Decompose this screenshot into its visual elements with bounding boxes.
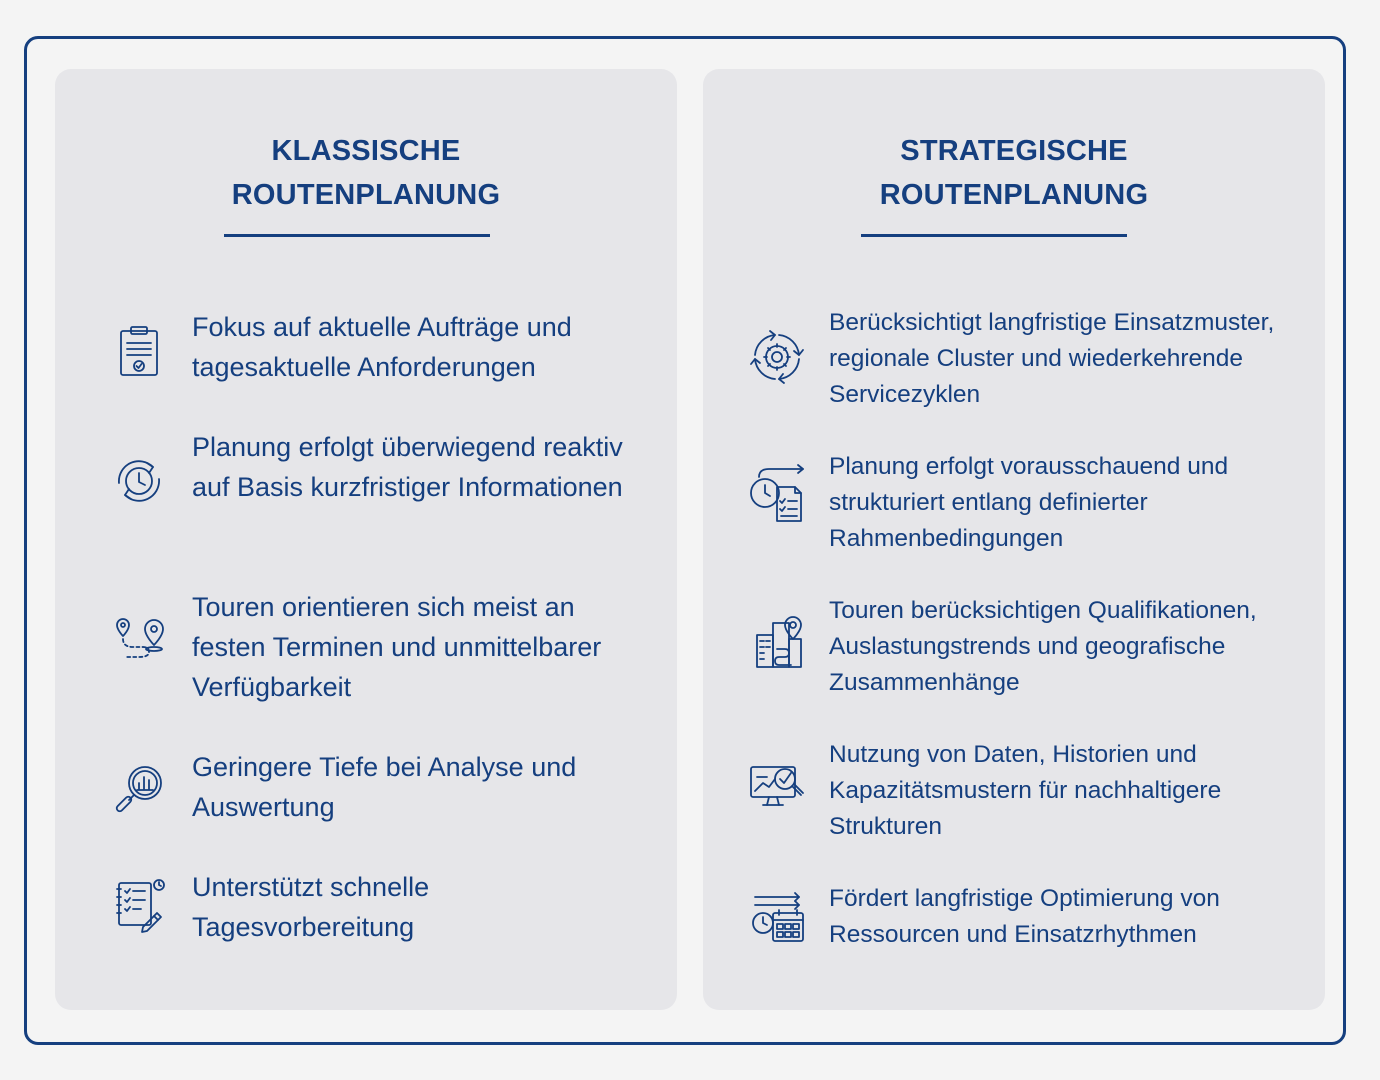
monitor-analytics-icon bbox=[745, 757, 809, 821]
title-underline bbox=[224, 234, 490, 237]
item-text: Planung erfolgt überwiegend reaktiv auf Basis kurzfristiger Informationen bbox=[192, 432, 623, 502]
item-text: Fokus auf aktuelle Aufträge und tagesaktuelle Anforderungen bbox=[192, 312, 572, 382]
title-line-2: ROUTENPLANUNG bbox=[231, 179, 501, 211]
title-line-1: KLASSISCHE bbox=[271, 135, 461, 167]
clipboard-icon bbox=[107, 317, 171, 381]
item-text: Touren berücksichtigen Qualifikationen, Auslastungstrends und geografische Zusammenhänge bbox=[829, 597, 1257, 696]
title-line-2: ROUTENPLANUNG bbox=[879, 179, 1149, 211]
item-text: Berücksichtigt langfristige Einsatzmuster, regionale Cluster und wiederkehrende Servicezyklen bbox=[829, 309, 1275, 408]
item-text: Nutzung von Daten, Historien und Kapazitätsmustern für nachhaltigere Strukturen bbox=[829, 741, 1222, 840]
route-pins-icon bbox=[107, 607, 171, 671]
panel-strategic-routing bbox=[703, 69, 1325, 1010]
item-text: Planung erfolgt vorausschauend und strukturiert entlang definierter Rahmenbedingungen bbox=[829, 453, 1229, 552]
panel-title bbox=[703, 129, 1325, 217]
clock-document-icon bbox=[745, 463, 809, 527]
city-map-pin-icon bbox=[745, 609, 809, 673]
calendar-arrows-icon bbox=[745, 885, 809, 949]
item-text: Fördert langfristige Optimierung von Ressourcen und Einsatzrhythmen bbox=[829, 885, 1220, 948]
title-line-1: STRATEGISCHE bbox=[900, 135, 1128, 167]
panel-classic-routing bbox=[55, 69, 677, 1010]
item-text: Unterstützt schnelle Tagesvorbereitung bbox=[192, 872, 430, 942]
clock-cycle-icon bbox=[107, 449, 171, 513]
gear-cycle-icon bbox=[745, 325, 809, 389]
panel-title bbox=[55, 129, 677, 217]
item-text: Touren orientieren sich meist an festen Terminen und unmittelbarer Verfügbarkeit bbox=[192, 592, 602, 702]
checklist-pencil-icon bbox=[107, 873, 171, 937]
magnifier-chart-icon bbox=[107, 757, 171, 821]
item-text: Geringere Tiefe bei Analyse und Auswertung bbox=[192, 752, 577, 822]
title-underline bbox=[861, 234, 1127, 237]
